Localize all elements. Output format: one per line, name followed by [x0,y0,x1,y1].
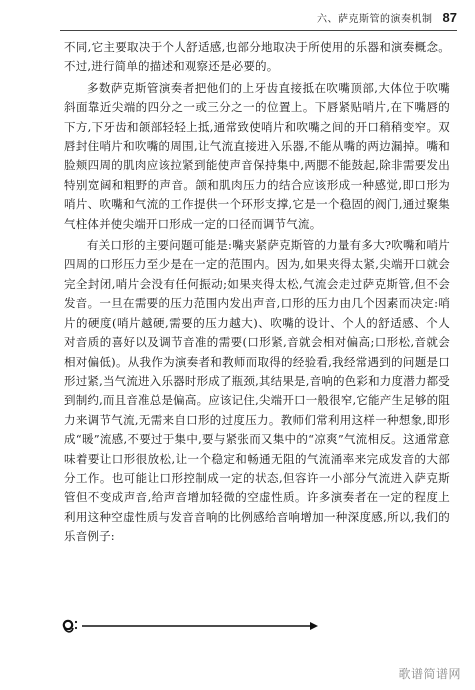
paragraph-1: 不同,它主要取决于个人舒适感,也部分地取决于所使用的乐器和演奏概念。不过,进行简单的描述和观察还是必要的。 [64,40,450,74]
chapter-title: 六、萨克斯管的演奏机制 [317,14,433,25]
watermark: 歌谱简谱网 [398,667,461,681]
page-number: 87 [442,10,457,25]
bass-clef-icon [64,621,77,632]
paragraph-2: 多数萨克斯管演奏者把他们的上牙齿直接抵在吹嘴顶部,大体位于吹嘴斜面靠近尖端的四分之一或三分之一的位置上。下唇紧贴哨片,在下嘴唇的下方,下牙齿和颌部轻轻上抵,通常致使哨片和吹嘴之间的开口稍稍变窄。双唇封住哨片和吹嘴的周围,让气流直接进入乐器,不能从嘴的两边漏掉。嘴和脸颊四周的肌肉应该拉紧到能使声音保持集中,两腮不能鼓起,除非需要发出特别宽阔和粗野的声音。颌和肌肉压力的结合应该形成一种感觉,即口形为哨片、吹嘴和气流的工作提供一个环形支撑,它是一个稳固的阀门,通过聚集气柱体并使尖端开口形成一定的口径而调节气流。 [64,80,450,231]
running-header [60,10,457,30]
music-example [60,615,320,639]
paragraph-3: 有关口形的主要问题可能是:嘴夹紧萨克斯管的力量有多大?吹嘴和哨片四周的口形压力至少是在一定的范围内。因为,如果夹得太紧,尖端开口就会完全封闭,哨片会没有任何振动;如果夹得太松,气流会走过萨克斯管,但不会发音。一旦在需要的压力范围内发出声音,口形的压力由几个因素而决定:哨片的硬度(哨片越硬,需要的压力越大)、吹嘴的设计、个人的舒适感、个人对音质的喜好以及调节音准的需要(口形紧,音就会相对偏高;口形松,音就会相对偏低)。从我作为演奏者和教师而取得的经验看,我经常遇到的问题是口形过紧,当气流进入乐器时形成了瓶颈,其结果是,音响的色彩和力度潜力都受到制约,而且音准总是偏高。应该记住,尖端开口一般很窄,它能产生足够的阻力来调节气流,无需来自口形的过度压力。教师们常利用这样一种想象,即形成“暖”流感,不要过于集中,要与紧张而又集中的“凉爽”气流相反。这通常意味着要让口形很放松,让一个稳定和畅通无阻的气流涌率来完成发音的大部分工作。也可能让口形控制成一定的状态,但容许一小部分气流进入萨克斯管但不变成声音,给声音增加轻微的空虚性质。许多演奏者在一定的程度上利用这种空虚性质与发音音响的比例感给音响增加一种深度感,所以,我们的乐音例子: [64,238,450,544]
header-rule [60,30,457,31]
body-text [64,38,450,549]
arrow-head [310,622,318,630]
